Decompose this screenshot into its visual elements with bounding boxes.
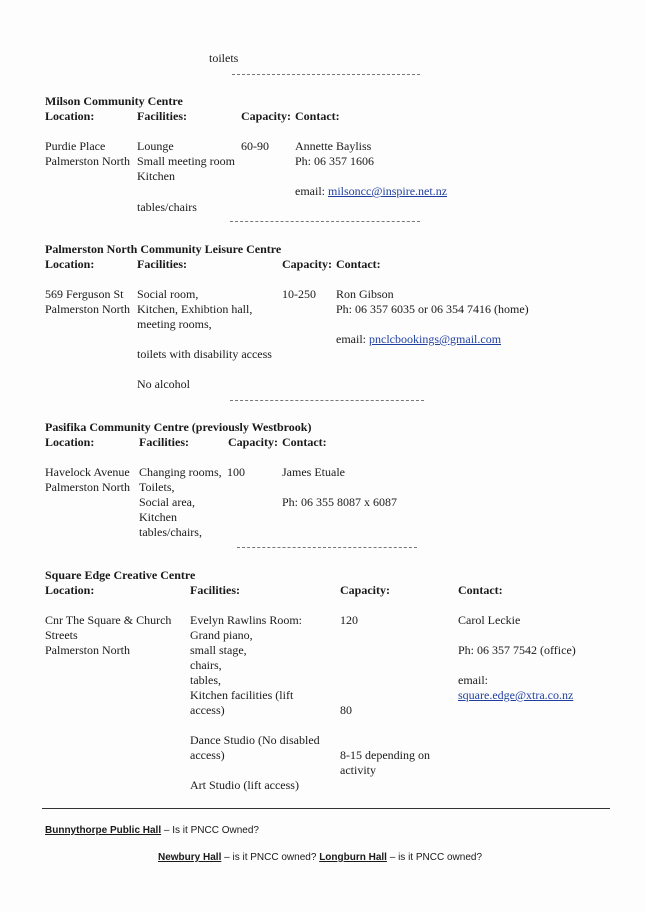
footer-divider [42,808,610,809]
square-edge-contact-header: Contact: [458,583,503,597]
square-edge-facility: Art Studio (lift access) [190,778,299,792]
milson-contact-phone: Ph: 06 357 1606 [295,154,375,168]
pnclc-facilities-header: Facilities: [137,257,187,271]
milson-email-link[interactable]: milsoncc@inspire.net.nz [328,184,448,198]
milson-facility: Kitchen [137,169,175,183]
pnclc-facility: toilets with disability access [137,347,272,361]
intro-toilets: toilets [209,51,239,65]
pnclc-location-header: Location: [45,257,95,271]
pasifika-title: Pasifika Community Centre (previously Westbrook) [45,420,312,434]
pnclc-contact-phone: Ph: 06 357 6035 or 06 354 7416 (home) [336,302,529,316]
square-edge-contact-phone: Ph: 06 357 7542 (office) [458,643,576,657]
pasifika-facilities-header: Facilities: [139,435,189,449]
milson-location-line2: Palmerston North [45,154,130,168]
section-divider [232,74,420,75]
newbury-question: – is it PNCC owned? [221,852,320,863]
pasifika-location-line1: Havelock Avenue [45,465,130,479]
square-edge-location-line2: Streets [45,628,78,642]
bunnythorpe-hall-name: Bunnythorpe Public Hall [45,825,162,836]
pasifika-capacity-header: Capacity: [228,435,278,449]
square-edge-facility: access) [190,748,225,762]
pnclc-email-row [336,333,501,346]
milson-location-line1: Purdie Place [45,139,106,153]
pnclc-email-label: email: [336,332,369,346]
square-edge-email-label: email: [458,673,488,687]
square-edge-capacity-header: Capacity: [340,583,390,597]
pasifika-contact-phone: Ph: 06 355 8087 x 6087 [282,495,398,509]
pnclc-location-line1: 569 Ferguson St [45,287,124,301]
pnclc-contact-name: Ron Gibson [336,287,394,301]
square-edge-location-line3: Palmerston North [45,643,130,657]
milson-email-label: email: [295,184,328,198]
pnclc-capacity: 10-250 [282,287,316,301]
pnclc-facility: Social room, [137,287,199,301]
pasifika-facility: Changing rooms, [139,465,222,479]
milson-facility: Small meeting room [137,154,235,168]
square-edge-facility: small stage, [190,643,247,657]
longburn-hall-name: Longburn Hall [319,852,387,863]
newbury-longburn-note [158,851,482,864]
square-edge-facilities-header: Facilities: [190,583,240,597]
pnclc-facility: Kitchen, Exhibtion hall, [137,302,253,316]
pasifika-contact-name: James Etuale [282,465,345,479]
square-edge-location-line1: Cnr The Square & Church [45,613,172,627]
pnclc-title: Palmerston North Community Leisure Centre [45,242,282,256]
pnclc-contact-header: Contact: [336,257,381,271]
bunnythorpe-question: – Is it PNCC Owned? [161,825,259,836]
pasifika-facility: Kitchen [139,510,177,524]
square-edge-facility: tables, [190,673,221,687]
square-edge-facility: Kitchen facilities (lift [190,688,294,702]
milson-facility: tables/chairs [137,200,197,214]
milson-facilities-header: Facilities: [137,109,187,123]
square-edge-title: Square Edge Creative Centre [45,568,196,582]
square-edge-facility: chairs, [190,658,222,672]
square-edge-email-link[interactable]: square.edge@xtra.co.nz [458,688,574,702]
square-edge-facility: Dance Studio (No disabled [190,733,320,747]
milson-facility: Lounge [137,139,174,153]
newbury-hall-name: Newbury Hall [158,852,222,863]
square-edge-capacity: activity [340,763,376,777]
bunnythorpe-note [45,824,259,837]
square-edge-capacity: 80 [340,703,352,717]
pasifika-location-header: Location: [45,435,95,449]
pnclc-facility: meeting rooms, [137,317,212,331]
milson-email-row [295,185,447,198]
square-edge-location-header: Location: [45,583,95,597]
square-edge-facility: access) [190,703,225,717]
pasifika-facility: tables/chairs, [139,525,202,539]
milson-contact-name: Annette Bayliss [295,139,372,153]
section-divider [230,221,420,222]
pasifika-facility: Social area, [139,495,195,509]
section-divider [230,400,424,401]
milson-title: Milson Community Centre [45,94,183,108]
milson-capacity-header: Capacity: [241,109,291,123]
pnclc-facility: No alcohol [137,377,190,391]
milson-contact-header: Contact: [295,109,340,123]
square-edge-contact-name: Carol Leckie [458,613,521,627]
longburn-question: – is it PNCC owned? [386,852,483,863]
section-divider [237,547,417,548]
pasifika-capacity: 100 [227,465,245,479]
pasifika-facility: Toilets, [139,480,175,494]
pnclc-location-line2: Palmerston North [45,302,130,316]
milson-location-header: Location: [45,109,95,123]
square-edge-facility: Evelyn Rawlins Room: [190,613,302,627]
square-edge-facility: Grand piano, [190,628,253,642]
milson-capacity: 60-90 [241,139,269,153]
pasifika-contact-header: Contact: [282,435,327,449]
square-edge-capacity: 120 [340,613,358,627]
square-edge-capacity: 8-15 depending on [340,748,430,762]
pnclc-capacity-header: Capacity: [282,257,332,271]
pnclc-email-link[interactable]: pnclcbookings@gmail.com [369,332,502,346]
pasifika-location-line2: Palmerston North [45,480,130,494]
